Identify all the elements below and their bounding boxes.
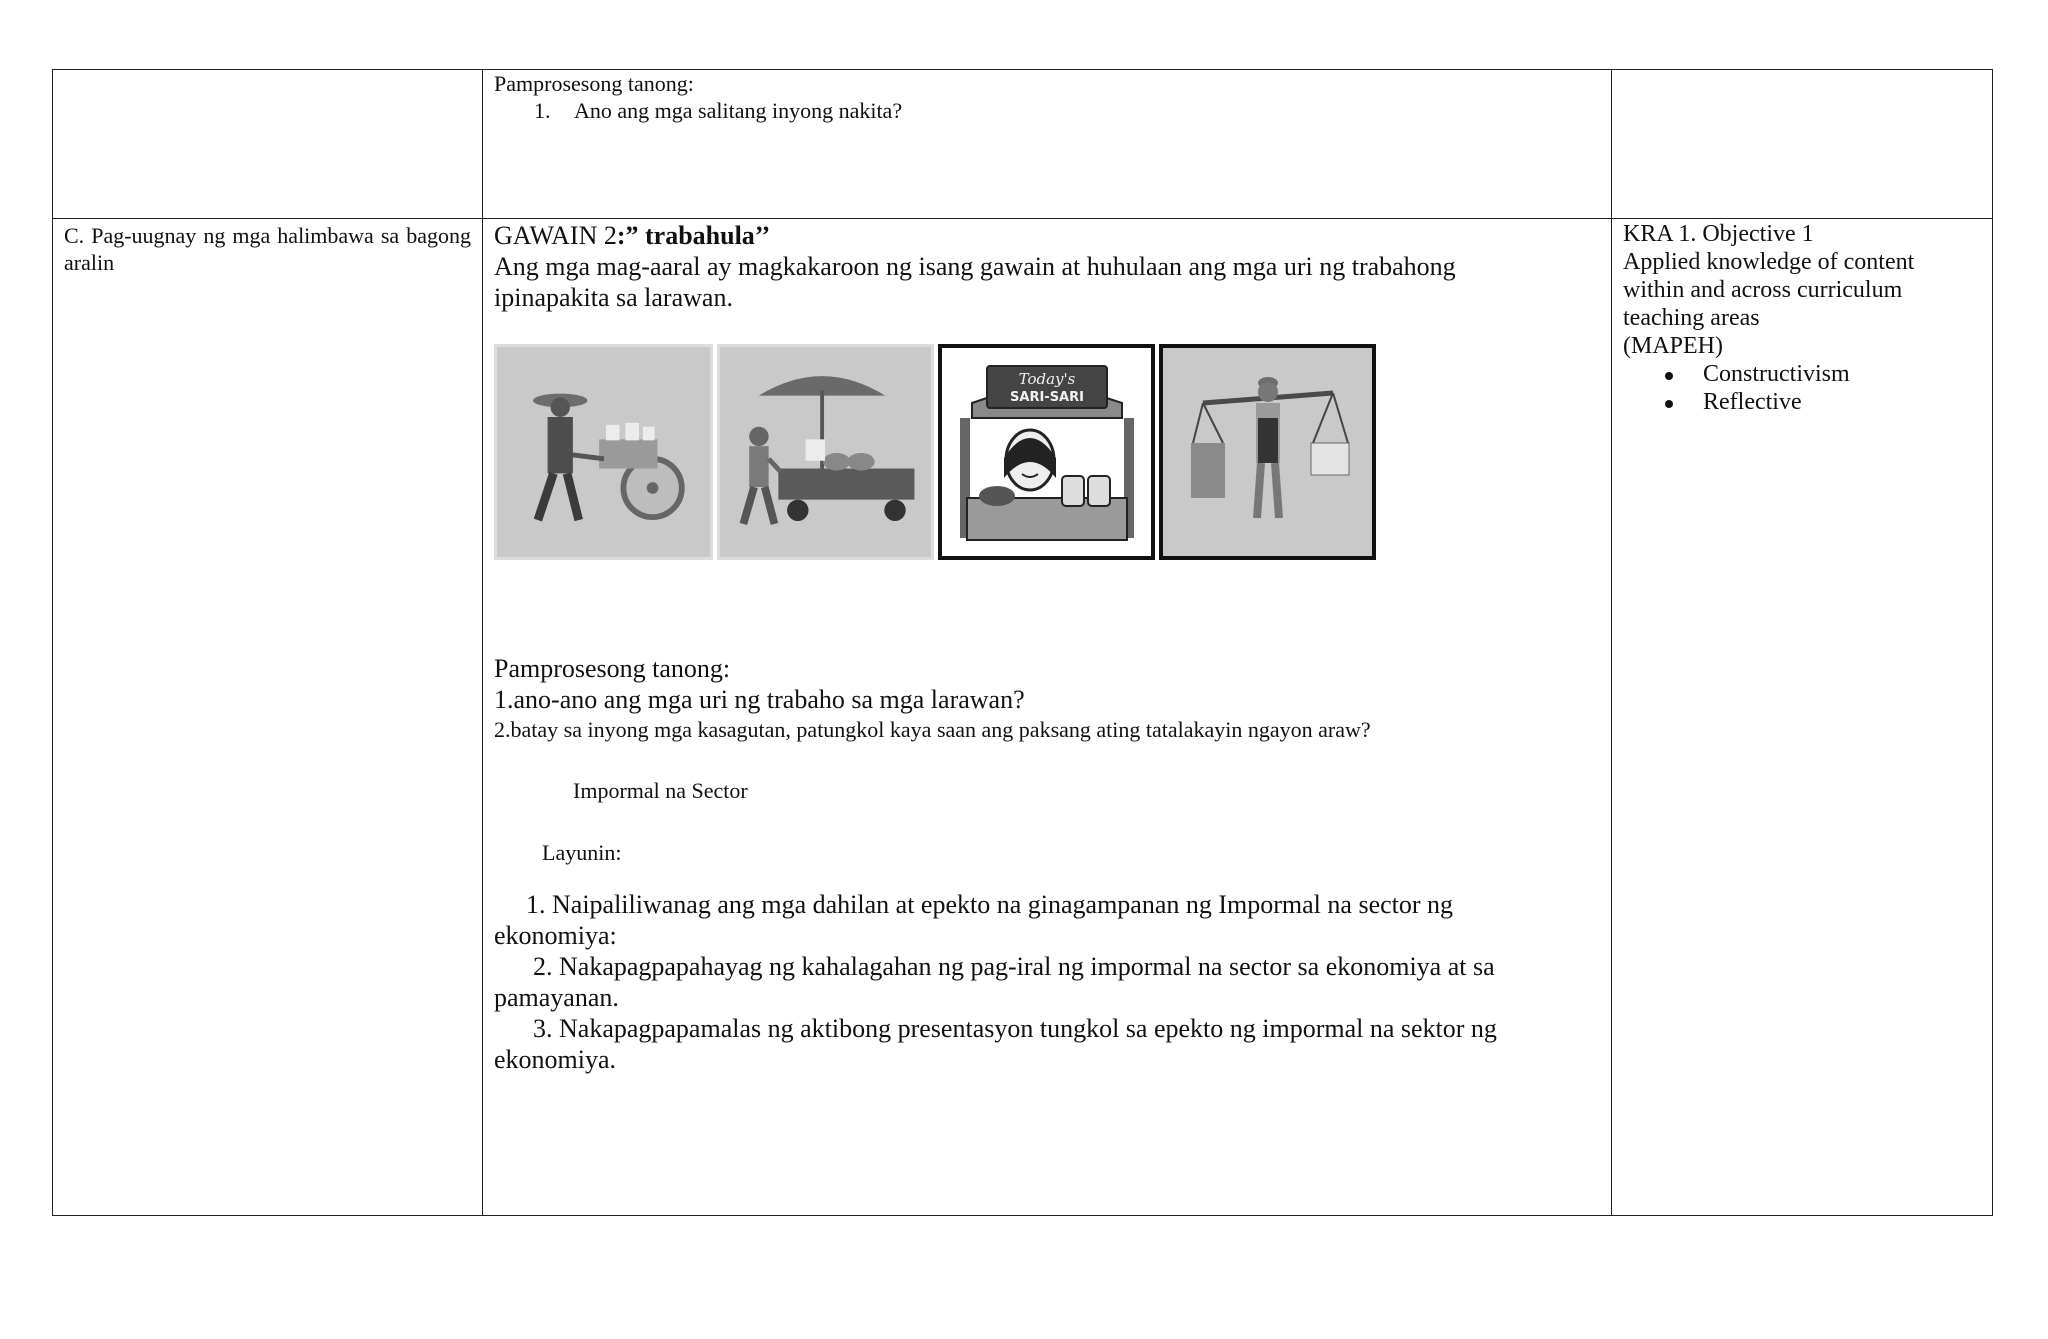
question-number: 1. — [534, 98, 551, 123]
question-item: 2.batay sa inyong mga kasagutan, patungkol kaya saan ang paksang ating tatalakayin ngayon araw? — [494, 717, 1371, 742]
objective-item-continued: ekonomiya: — [494, 921, 617, 950]
row1-right-cell — [1612, 70, 1993, 219]
lesson-plan-table — [52, 69, 1993, 1216]
kra-description: Applied knowledge of content — [1623, 249, 1915, 275]
vendor-pushing-cart-icon — [494, 344, 713, 560]
kra-description: within and across curriculum — [1623, 277, 1903, 303]
activity-instruction: Ang mga mag-aaral ay magkakaroon ng isang gawain at huhulaan ang mga uri ng trabahong ipinapakita sa larawan. — [494, 252, 1456, 312]
objective-item-continued: ekonomiya. — [494, 1045, 617, 1074]
objectives-list — [494, 889, 1600, 1075]
kra-strategies-list — [1623, 360, 1981, 416]
list-item: Reflective — [1661, 388, 1981, 416]
question-item — [494, 97, 1600, 124]
vendor-with-umbrella-cart-icon — [717, 344, 934, 560]
processing-questions-label: Pamprosesong tanong: — [494, 654, 731, 683]
question-item: 1.ano-ano ang mga uri ng trabaho sa mga larawan? — [494, 685, 1025, 714]
job-pictures — [494, 344, 1600, 570]
activity-title: GAWAIN 2:” trabahula’’ — [494, 221, 771, 250]
topic-title: Impormal na Sector — [573, 778, 748, 803]
objective-item: 2. Nakapagpapahayag ng kahalagahan ng pag-iral ng impormal na sector sa ekonomiya at sa — [533, 952, 1495, 981]
row1-content-cell — [483, 70, 1612, 219]
processing-questions-label: Pamprosesong tanong: — [494, 71, 694, 96]
kra-description: teaching areas — [1623, 305, 1760, 331]
section-label: C. Pag-uugnay ng mga halimbawa sa bagong aralin — [64, 223, 471, 275]
store-sign-line1: Today's — [1018, 370, 1076, 388]
row2-left-cell — [53, 219, 483, 1216]
objective-item-continued: pamayanan. — [494, 983, 619, 1012]
kra-area: (MAPEH) — [1623, 333, 1723, 359]
sari-sari-store-icon — [938, 344, 1155, 560]
store-sign-line2: SARI-SARI — [1010, 390, 1084, 405]
objective-item: 3. Nakapagpapamalas ng aktibong presentasyon tungkol sa epekto ng impormal na sektor ng — [533, 1014, 1497, 1043]
row2-content-cell — [483, 219, 1612, 1216]
objective-item: 1. Naipaliliwanag ang mga dahilan at epekto na ginagampanan ng Impormal na sector ng — [526, 890, 1454, 919]
row2-right-cell — [1612, 219, 1993, 1216]
list-item: Constructivism — [1661, 360, 1981, 388]
table-row — [53, 219, 1993, 1216]
kra-title: KRA 1. Objective 1 — [1623, 221, 1814, 247]
taho-vendor-icon — [1159, 344, 1376, 560]
objectives-label: Layunin: — [542, 840, 622, 865]
question-text: Ano ang mga salitang inyong nakita? — [574, 98, 903, 123]
row1-left-cell — [53, 70, 483, 219]
table-row — [53, 70, 1993, 219]
